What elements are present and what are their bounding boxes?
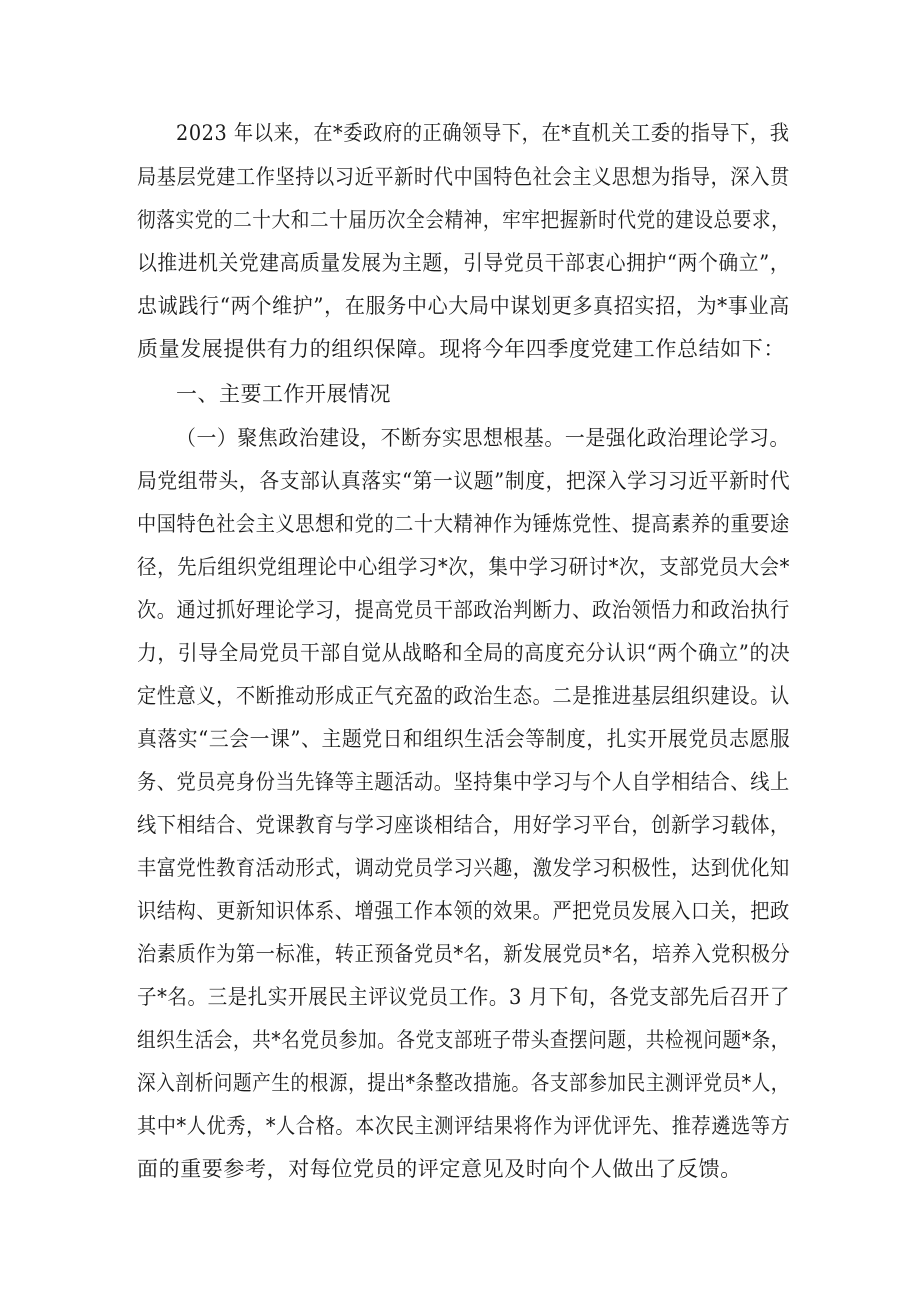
body-line-15: 组织生活会，共*名党员参加。各党支部班子带头查摆问题，共检视问题*条， [137, 1028, 790, 1052]
body-line-8: 真落实“三会一课”、主题党日和组织生活会等制度，扎实开展党员志愿服 [137, 727, 791, 751]
intro-line-2: 局基层党建工作坚持以习近平新时代中国特色社会主义思想为指导，深入贯 [137, 165, 790, 189]
body-line-17: 其中*人优秀，*人合格。本次民主测评结果将作为评优评先、推荐遴选等方 [137, 1114, 791, 1138]
body-line-9: 务、党员亮身份当先锋等主题活动。坚持集中学习与个人自学相结合、线上 [137, 770, 790, 794]
body-line-10: 线下相结合、党课教育与学习座谈相结合，用好学习平台，创新学习载体， [137, 813, 790, 837]
intro-line-3: 彻落实党的二十大和二十届历次全会精神，牢牢把握新时代党的建设总要求， [137, 208, 791, 232]
body-line-18: 面的重要参考，对每位党员的评定意见及时向个人做出了反馈。 [137, 1157, 742, 1181]
body-line-1: （一）聚焦政治建设，不断夯实思想根基。一是强化政治理论学习。 [176, 426, 790, 450]
intro-line-1: 2023 年以来，在*委政府的正确领导下，在*直机关工委的指导下，我 [176, 121, 790, 145]
body-line-3: 中国特色社会主义思想和党的二十大精神作为锤炼党性、提高素养的重要途 [137, 512, 790, 536]
body-line-4: 径，先后组织党组理论中心组学习*次，集中学习研讨*次，支部党员大会* [137, 555, 790, 579]
intro-line-4: 以推进机关党建高质量发展为主题，引导党员干部衷心拥护“两个确立”， [137, 251, 791, 275]
section-heading: 一、主要工作开展情况 [176, 382, 391, 406]
body-line-11: 丰富党性教育活动形式，调动党员学习兴趣，激发学习积极性，达到优化知 [137, 856, 790, 880]
body-line-13: 治素质作为第一标准，转正预备党员*名，新发展党员*名，培养入党积极分 [137, 942, 791, 966]
body-line-16: 深入剖析问题产生的根源，提出*条整改措施。各支部参加民主测评党员*人， [137, 1071, 790, 1095]
body-line-12: 识结构、更新知识体系、增强工作本领的效果。严把党员发展入口关，把政 [137, 899, 790, 923]
body-line-14: 子*名。三是扎实开展民主评议党员工作。3 月下旬，各党支部先后召开了 [137, 985, 790, 1009]
body-line-6: 力，引导全局党员干部自觉从战略和全局的高度充分认识“两个确立”的决 [137, 641, 791, 665]
body-line-2: 局党组带头，各支部认真落实“第一议题”制度，把深入学习习近平新时代 [137, 469, 791, 493]
intro-line-6: 质量发展提供有力的组织保障。现将今年四季度党建工作总结如下： [137, 337, 785, 361]
body-line-7: 定性意义，不断推动形成正气充盈的政治生态。二是推进基层组织建设。认 [137, 684, 790, 708]
intro-line-5: 忠诚践行“两个维护”，在服务中心大局中谋划更多真招实招，为*事业高 [137, 294, 790, 318]
body-line-5: 次。通过抓好理论学习，提高党员干部政治判断力、政治领悟力和政治执行 [137, 598, 790, 622]
